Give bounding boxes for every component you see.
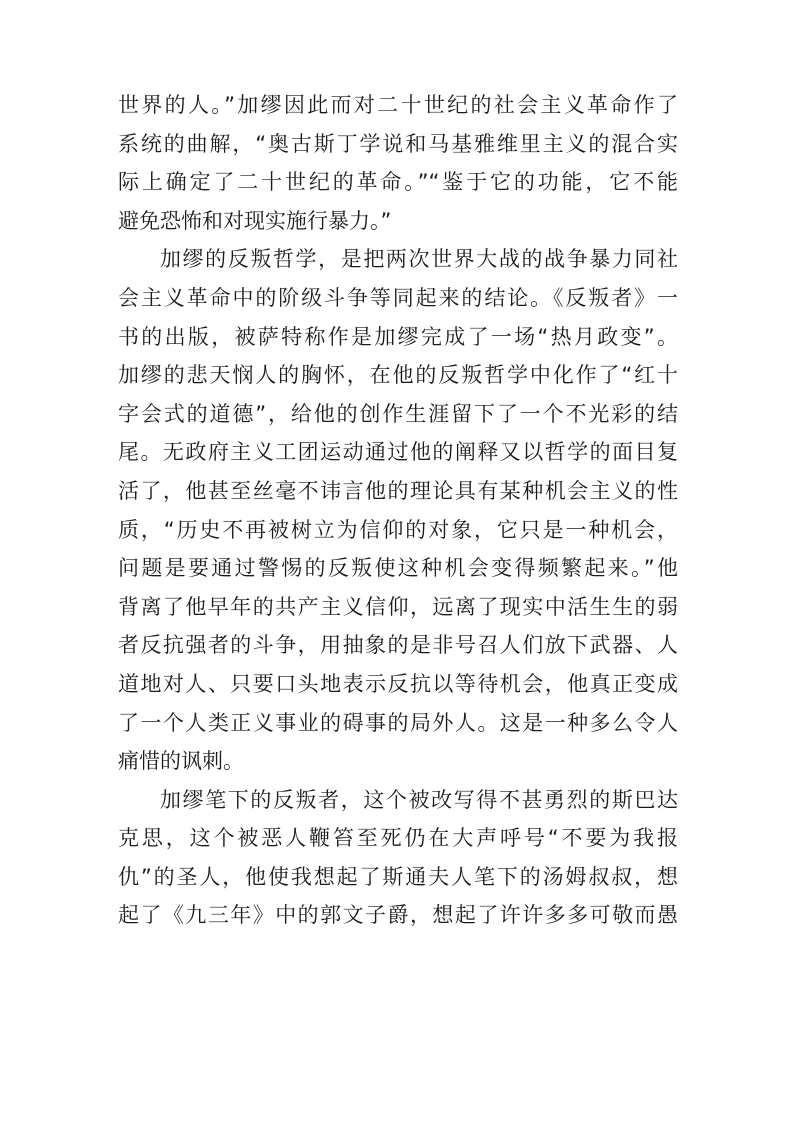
text-line: 道地对人、只要口头地表示反抗以等待机会，他真正变成 (118, 671, 678, 696)
text-line: 加缪的悲天悯人的胸怀，在他的反叛哲学中化作了“红十 (118, 363, 678, 388)
text-line: 字会式的道德”，给他的创作生涯留下了一个不光彩的结 (118, 401, 678, 426)
text-line: 者反抗强者的斗争，用抽象的是非号召人们放下武器、人 (118, 633, 678, 658)
text-line: 起了《九三年》中的郭文子爵，想起了许许多多可敬而愚 (118, 903, 678, 928)
text-line: 痛惜的讽刺。 (118, 749, 244, 774)
text-line: 尾。无政府主义工团运动通过他的阐释又以哲学的面目复 (118, 440, 678, 465)
text-line: 系统的曲解，“奥古斯丁学说和马基雅维里主义的混合实 (118, 131, 678, 156)
text-line: 了一个人类正义事业的碍事的局外人。这是一种多么令人 (118, 710, 678, 735)
text-line: 书的出版，被萨特称作是加缪完成了一场“热月政变”。 (118, 324, 678, 349)
text-line: 际上确定了二十世纪的革命。”“鉴于它的功能，它不能 (118, 170, 678, 195)
text-line: 背离了他早年的共产主义信仰，远离了现实中活生生的弱 (118, 594, 678, 619)
text-line: 仇”的圣人，他使我想起了斯通夫人笔下的汤姆叔叔，想 (118, 864, 678, 889)
text-line: 质，“历史不再被树立为信仰的对象，它只是一种机会， (118, 517, 678, 542)
text-line: 克思，这个被恶人鞭笞至死仍在大声呼号“不要为我报 (118, 826, 678, 851)
text-line: 世界的人。”加缪因此而对二十世纪的社会主义革命作了 (118, 93, 678, 117)
paragraph-first-line: 加缪笔下的反叛者，这个被改写得不甚勇烈的斯巴达 (160, 787, 678, 812)
text-line: 问题是要通过警惕的反叛使这种机会变得频繁起来。”他 (118, 556, 678, 581)
text-line: 活了，他甚至丝毫不讳言他的理论具有某种机会主义的性 (118, 478, 678, 503)
text-line: 会主义革命中的阶级斗争等同起来的结论。《反叛者》一 (118, 285, 678, 310)
body-text (118, 86, 678, 935)
text-line: 避免恐怖和对现实施行暴力。” (118, 208, 392, 233)
paragraph-first-line: 加缪的反叛哲学，是把两次世界大战的战争暴力同社 (160, 247, 678, 272)
